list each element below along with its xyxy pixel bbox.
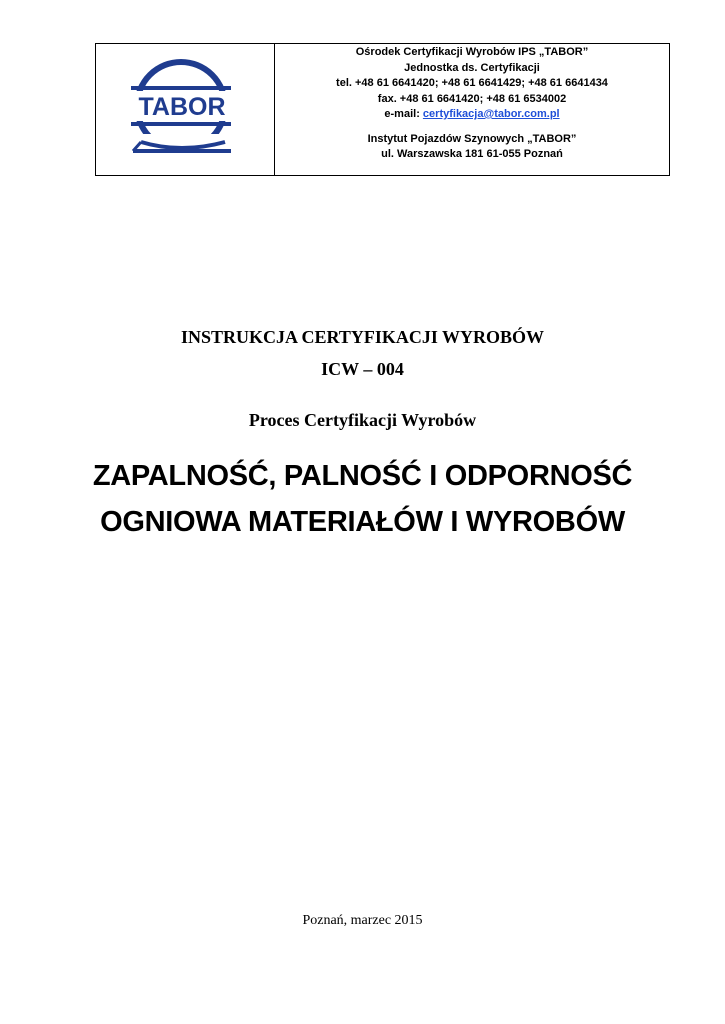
header-table	[95, 43, 670, 176]
center-name: Ośrodek Certyfikacji Wyrobów IPS „TABOR”	[355, 46, 589, 58]
title-line-1: ZAPALNOŚĆ, PALNOŚĆ I ODPORNOŚĆ	[92, 460, 633, 492]
email-line	[275, 107, 669, 123]
unit-name: Jednostka ds. Certyfikacji	[404, 61, 540, 74]
place-date: Poznań, marzec 2015	[302, 913, 423, 928]
email-label: e-mail:	[384, 108, 423, 120]
tabor-logo	[127, 56, 239, 164]
document-code: ICW – 004	[321, 359, 404, 379]
contact-info	[275, 44, 669, 175]
document-title	[0, 453, 725, 545]
institute-name: Instytut Pojazdów Szynowych „TABOR”	[367, 132, 577, 145]
email-link[interactable]: certyfikacja@tabor.com.pl	[422, 108, 560, 120]
phone-numbers: tel. +48 61 6641420; +48 61 6641429; +48 61 6641434	[336, 77, 608, 89]
document-type-heading: INSTRUKCJA CERTYFIKACJI WYROBÓW	[180, 327, 545, 347]
title-line-2: OGNIOWA MATERIAŁÓW I WYROBÓW	[100, 506, 625, 538]
institute-address: ul. Warszawska 181 61-055 Poznań	[381, 148, 563, 160]
process-heading: Proces Certyfikacji Wyrobów	[248, 410, 477, 430]
logo-text: TABOR	[138, 93, 226, 121]
logo-cell	[96, 44, 275, 175]
fax-numbers: fax. +48 61 6641420; +48 61 6534002	[377, 92, 567, 105]
